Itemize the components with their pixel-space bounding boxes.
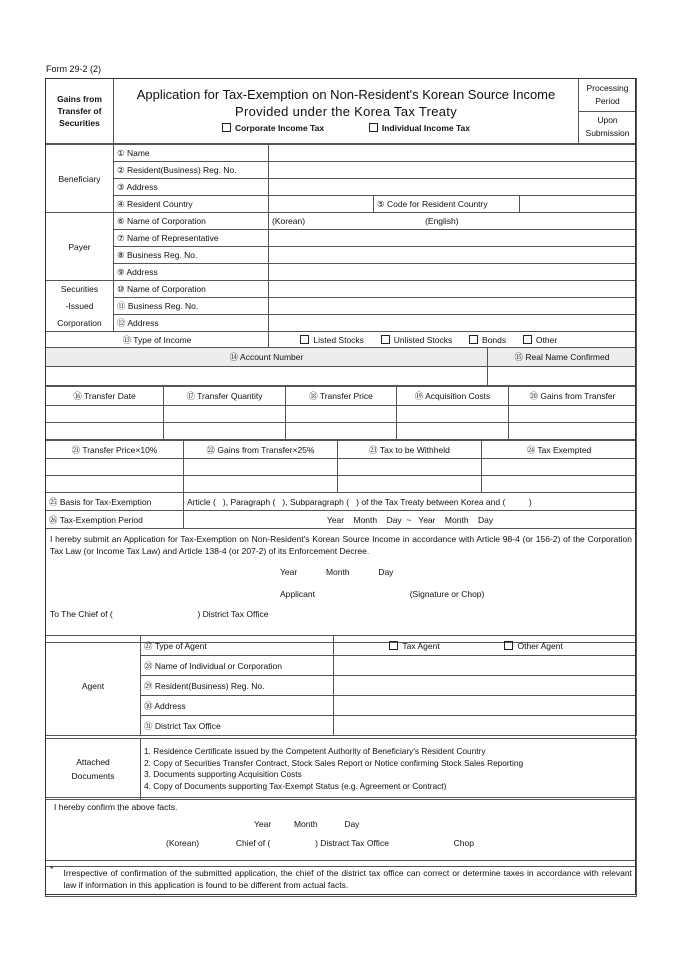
payer-rep-field[interactable] [269, 230, 637, 247]
issuer-corp-name-label: ⑩ Name of Corporation [114, 281, 269, 298]
payer-biz-reg-label: ⑧ Business Reg. No. [114, 247, 269, 264]
beneficiary-reg-field[interactable] [269, 162, 637, 179]
price-10pct-cell[interactable] [46, 459, 184, 476]
checkbox-icon[interactable] [469, 335, 478, 344]
issuer-biz-reg-label: ⑪ Business Reg. No. [114, 298, 269, 315]
agent-reg-field[interactable] [334, 676, 637, 696]
list-item: 2. Copy of Securities Transfer Contract, Stock Sales Report or Notice confirming Stock Sales Reporting [144, 757, 524, 768]
party-info-table [45, 144, 637, 349]
beneficiary-address-label: ③ Address [114, 179, 269, 196]
period-label: ㉖ Tax-Exemption Period [46, 511, 184, 529]
list-item: 4. Copy of Documents supporting Tax-Exempt Status (e.g. Agreement or Contract) [144, 780, 447, 791]
gains-25pct-cell[interactable] [184, 459, 338, 476]
confirmation-block [46, 798, 637, 867]
decl-day: Day [378, 567, 394, 577]
agent-type-label: ㉗ Type of Agent [141, 636, 334, 656]
table-row [46, 459, 637, 476]
period-field[interactable]: Year Month Day ~ Year Month Day [184, 511, 637, 529]
price-10pct-header: ㉑ Transfer Price×10% [46, 441, 184, 459]
decl-month: Month [325, 567, 350, 577]
payer-label: Payer [46, 213, 114, 281]
acquisition-costs-cell[interactable] [397, 423, 509, 440]
country-code-label: ⑤ Code for Resident Country [374, 196, 520, 213]
applicant-label: Applicant [280, 589, 315, 599]
price-10pct-cell[interactable] [46, 476, 184, 493]
attached-list [141, 739, 637, 800]
tax-withheld-cell[interactable] [338, 476, 482, 493]
processing-period-label: Processing Period [579, 79, 637, 112]
attached-documents-table [45, 738, 637, 800]
note-mark: * [46, 861, 62, 897]
beneficiary-name-label: ① Name [114, 145, 269, 162]
tax-withheld-cell[interactable] [338, 459, 482, 476]
declaration-block [46, 529, 637, 643]
agent-name-field[interactable] [334, 656, 637, 676]
agent-reg-label: ㉙ Resident(Business) Reg. No. [141, 676, 334, 696]
issuer-biz-reg-field[interactable] [269, 298, 637, 315]
transfer-quantity-cell[interactable] [164, 423, 286, 440]
country-code-field[interactable] [520, 196, 637, 213]
conf-year: Year [254, 819, 272, 829]
tax-exempted-header: ㉔ Tax Exempted [482, 441, 637, 459]
basis-field[interactable]: Article ( ), Paragraph ( ), Subparagraph ( ) of the Tax Treaty between Korea and ( ) [184, 493, 637, 511]
income-type-options [269, 332, 637, 349]
issuer-address-field[interactable] [269, 315, 637, 332]
resident-country-label: ④ Resident Country [114, 196, 269, 213]
transfer-price-header: ⑱ Transfer Price [286, 387, 397, 406]
exemption-table [45, 492, 637, 529]
form-title [114, 79, 579, 144]
issuer-label-2: -Issued [46, 298, 114, 315]
title-line-1: Application for Tax-Exemption on Non-Resident's Korean Source Income [136, 86, 556, 102]
real-name-field[interactable] [488, 367, 637, 386]
transfer-quantity-cell[interactable] [164, 406, 286, 423]
issuer-label-3: Corporation [46, 315, 114, 332]
checkbox-icon[interactable] [381, 335, 390, 344]
acquisition-costs-header: ⑲ Acquisition Costs [397, 387, 509, 406]
table-row [46, 406, 637, 423]
checkbox-icon[interactable] [222, 123, 231, 132]
transfer-quantity-header: ⑰ Transfer Quantity [164, 387, 286, 406]
transfer-table [45, 386, 637, 440]
table-row [46, 423, 637, 440]
note-text: Irrespective of confirmation of the submitted application, the chief of the district tax office can correct or determine taxes in accordance with relevant law if information in this application is found to be different from actual facts. [62, 861, 637, 897]
list-item: 1. Residence Certificate issued by the Competent Authority of Beneficiary's Resident Country [144, 746, 486, 756]
listed-stocks-option[interactable]: Listed Stocks [300, 335, 364, 345]
tax-exempted-cell[interactable] [482, 459, 637, 476]
agent-table [45, 635, 637, 736]
gains-header: ⑳ Gains from Transfer [509, 387, 637, 406]
payer-corp-name-label: ⑥ Name of Corporation [114, 213, 269, 230]
agent-district-label: ㉛ District Tax Office [141, 716, 334, 736]
account-table [45, 347, 637, 386]
payer-biz-reg-field[interactable] [269, 247, 637, 264]
beneficiary-label: Beneficiary [46, 145, 114, 213]
gains-25pct-cell[interactable] [184, 476, 338, 493]
tax-withheld-header: ㉓ Tax to be Withheld [338, 441, 482, 459]
conf-chief-of: Chief of ( [235, 838, 271, 848]
issuer-label-1: Securities [46, 281, 114, 298]
signature-label: (Signature or Chop) [409, 589, 485, 599]
form-header [45, 78, 637, 144]
table-row [46, 476, 637, 493]
form-category: Gains from Transfer of Securities [46, 79, 114, 144]
conf-month: Month [293, 819, 318, 829]
individual-tax-option[interactable]: Individual Income Tax [369, 123, 470, 133]
resident-country-field[interactable] [269, 196, 374, 213]
to-chief-label: To The Chief of ( [50, 609, 113, 619]
transfer-price-cell[interactable] [286, 423, 397, 440]
conf-day: Day [344, 819, 360, 829]
issuer-corp-name-field[interactable] [269, 281, 637, 298]
gains-cell[interactable] [509, 423, 637, 440]
transfer-date-cell[interactable] [46, 423, 164, 440]
basis-label: ㉕ Basis for Tax-Exemption [46, 493, 184, 511]
form-number: Form 29-2 (2) [46, 64, 102, 74]
bonds-option[interactable]: Bonds [469, 335, 506, 345]
agent-label: Agent [46, 636, 141, 736]
district-office-label: ) District Tax Office [197, 609, 269, 619]
conf-district: ) Distract Tax Office [315, 838, 389, 848]
other-agent-option[interactable]: Other Agent [504, 641, 562, 651]
payer-address-label: ⑨ Address [114, 264, 269, 281]
gains-25pct-header: ㉒ Gains from Transfer×25% [184, 441, 338, 459]
checkbox-icon[interactable] [504, 641, 513, 650]
declaration-text: I hereby submit an Application for Tax-Exemption on Non-Resident's Korean Source Income in accordance with Article 98-4 (or 156-2) of the Corporation Tax Law (or Income Tax Law) and Article 138-4 (or 207-2) of its Enforcement Decree. [50, 534, 632, 556]
agent-district-field[interactable] [334, 716, 637, 736]
agent-address-field[interactable] [334, 696, 637, 716]
checkbox-icon[interactable] [389, 641, 398, 650]
agent-address-label: ㉚ Address [141, 696, 334, 716]
transfer-date-header: ⑯ Transfer Date [46, 387, 164, 406]
tax-exempted-cell[interactable] [482, 476, 637, 493]
confirmation-section [45, 797, 637, 867]
conf-korean: (Korean) [166, 838, 200, 848]
beneficiary-reg-label: ② Resident(Business) Reg. No. [114, 162, 269, 179]
checkbox-icon[interactable] [300, 335, 309, 344]
transfer-date-cell[interactable] [46, 406, 164, 423]
payer-rep-label: ⑦ Name of Representative [114, 230, 269, 247]
unlisted-stocks-option[interactable]: Unlisted Stocks [381, 335, 453, 345]
agent-name-label: ㉘ Name of Individual or Corporation [141, 656, 334, 676]
decl-year: Year [280, 567, 298, 577]
checkbox-icon[interactable] [523, 335, 532, 344]
corporate-tax-option[interactable]: Corporate Income Tax [222, 123, 324, 133]
transfer-price-cell[interactable] [286, 406, 397, 423]
other-option[interactable]: Other [523, 335, 557, 345]
gains-cell[interactable] [509, 406, 637, 423]
payer-corp-name-field[interactable] [269, 213, 637, 230]
account-number-label: ⑭ Account Number [46, 348, 488, 367]
note-section [45, 860, 637, 897]
declaration-section [45, 528, 637, 643]
real-name-label: ⑮ Real Name Confirmed [488, 348, 637, 367]
acquisition-costs-cell[interactable] [397, 406, 509, 423]
processing-period-value: Upon Submission [579, 111, 637, 144]
issuer-address-label: ⑫ Address [114, 315, 269, 332]
list-item: 3. Documents supporting Acquisition Costs [144, 769, 302, 779]
income-type-label: ⑬ Type of Income [46, 332, 269, 349]
confirmation-text: I hereby confirm the above facts. [54, 802, 178, 812]
checkbox-icon[interactable] [369, 123, 378, 132]
beneficiary-address-field[interactable] [269, 179, 637, 196]
tax-agent-option[interactable]: Tax Agent [389, 641, 439, 651]
english-label: (English) [425, 216, 459, 226]
tax-table [45, 440, 637, 493]
beneficiary-name-field[interactable] [269, 145, 637, 162]
payer-address-field[interactable] [269, 264, 637, 281]
agent-type-options [334, 636, 637, 656]
conf-chop: Chop [453, 838, 474, 848]
account-number-field[interactable] [46, 367, 488, 386]
attached-label: Attached Documents [46, 739, 141, 800]
title-line-2: Provided under the Korea Tax Treaty [235, 103, 457, 119]
korean-label: (Korean) [272, 216, 306, 226]
